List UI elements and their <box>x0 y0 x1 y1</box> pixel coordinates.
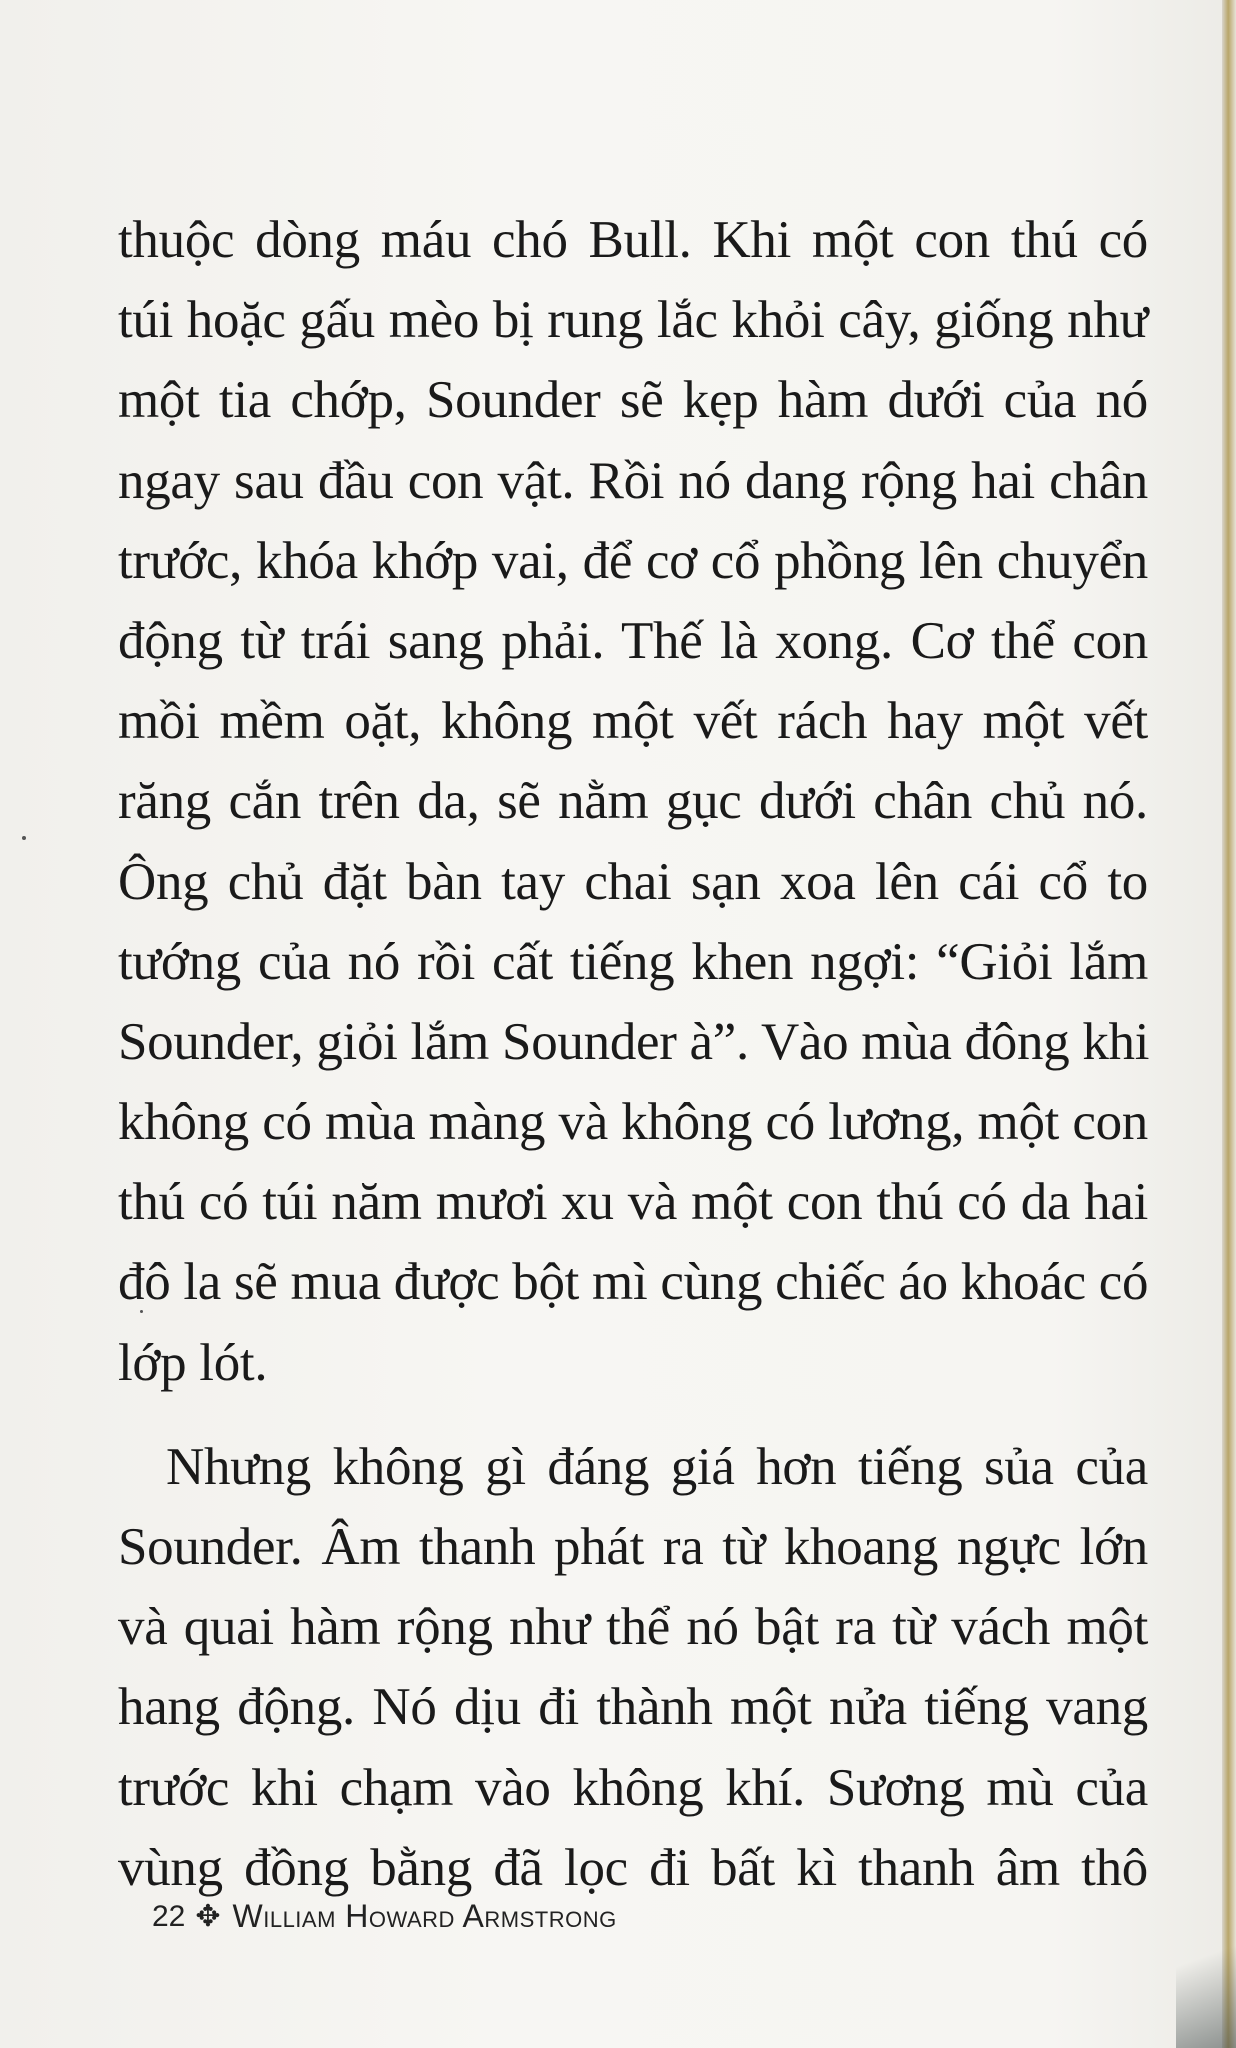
text-line: Sounder, giỏi lắm Sounder à”. Vào mùa đông khi <box>118 1012 1150 1071</box>
page-number: 22 <box>152 1899 186 1933</box>
text-line: túi hoặc gấu mèo bị rung lắc khỏi cây, giống như <box>118 291 1148 350</box>
text-line: lớp lót. <box>118 1333 268 1392</box>
text-line: thú có túi năm mươi xu và một con thú có da hai <box>118 1173 1148 1232</box>
text-line: động từ trái sang phải. Thế là xong. Cơ thể con <box>118 611 1148 670</box>
body-text <box>118 200 1148 1908</box>
text-line: Nhưng không gì đáng giá hơn tiếng sủa của <box>166 1437 1148 1496</box>
text-line: trước khi chạm vào không khí. Sương mù của <box>118 1758 1148 1817</box>
paragraph <box>118 200 1148 1403</box>
text-line: ngay sau đầu con vật. Rồi nó dang rộng hai chân <box>118 451 1148 510</box>
text-line: tướng của nó rồi cất tiếng khen ngợi: “Giỏi lắm <box>118 932 1148 991</box>
text-line: thuộc dòng máu chó Bull. Khi một con thú có <box>118 211 1148 269</box>
text-line: răng cắn trên da, sẽ nằm gục dưới chân chủ nó. <box>118 772 1148 831</box>
text-line: Ông chủ đặt bàn tay chai sạn xoa lên cái cổ to <box>118 852 1148 911</box>
page-footer <box>152 1898 617 1935</box>
running-footer-author: William Howard Armstrong <box>232 1898 617 1934</box>
paper-speck <box>22 836 26 840</box>
page-corner-shadow <box>1176 1898 1236 2048</box>
text-line: không có mùa màng và không có lương, một con <box>118 1093 1148 1152</box>
fleuron-icon: ✥ <box>195 1900 221 1933</box>
page-edge <box>1222 0 1236 2048</box>
text-line: Sounder. Âm thanh phát ra từ khoang ngực lớn <box>118 1518 1148 1576</box>
text-line: đô la sẽ mua được bột mì cùng chiếc áo khoác có <box>118 1253 1149 1312</box>
text-line: hang động. Nó dịu đi thành một nửa tiếng vang <box>118 1678 1148 1737</box>
text-line: và quai hàm rộng như thể nó bật ra từ vách một <box>118 1598 1148 1657</box>
paragraph <box>118 1427 1148 1908</box>
text-line: một tia chớp, Sounder sẽ kẹp hàm dưới của nó <box>118 371 1148 430</box>
paragraph-gap <box>118 1403 1148 1427</box>
text-line: vùng đồng bằng đã lọc đi bất kì thanh âm thô <box>118 1838 1148 1897</box>
text-line: trước, khóa khớp vai, để cơ cổ phồng lên chuyển <box>118 531 1148 590</box>
text-line: mồi mềm oặt, không một vết rách hay một vết <box>118 692 1148 751</box>
